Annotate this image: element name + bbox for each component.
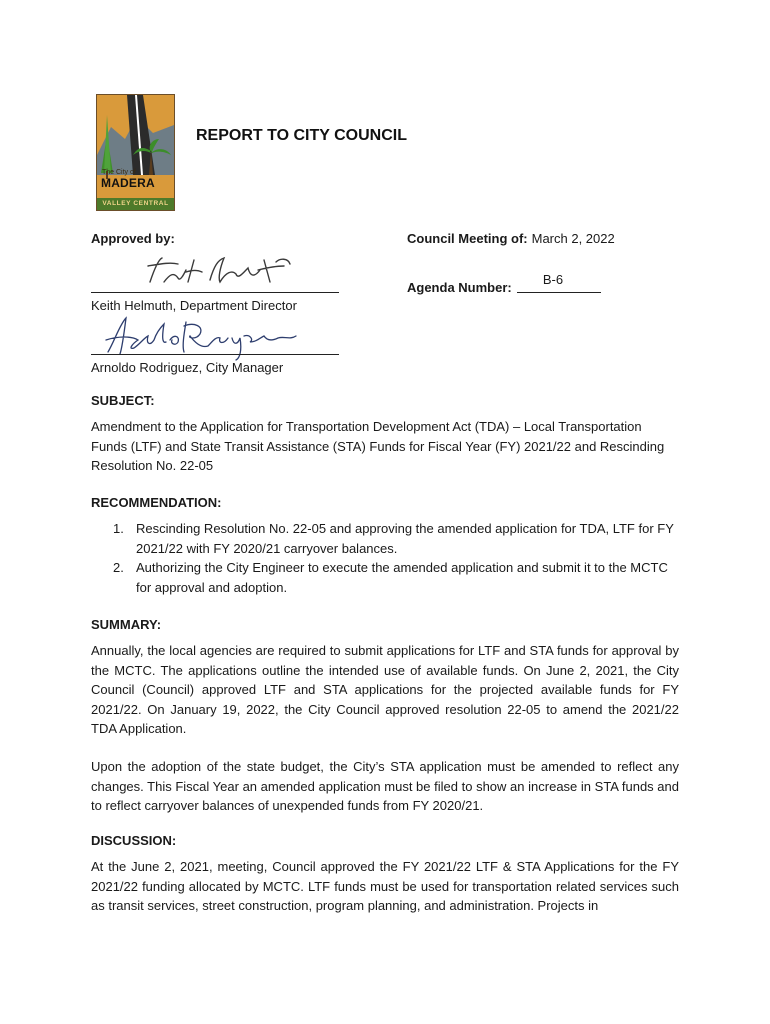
subject-heading: SUBJECT: [91, 393, 155, 408]
council-meeting [407, 231, 615, 246]
discussion-heading: DISCUSSION: [91, 833, 177, 848]
logo-madera-text: MADERA [101, 176, 155, 190]
list-item [91, 519, 681, 558]
list-item-number: 1. [113, 521, 124, 536]
summary-paragraph-1: Annually, the local agencies are required to submit applications for LTF and STA funds for approval by the MCTC. The applications outline the intended use of available funds. On June 2, 2021, the City Council (Council) approved LTF and STA applications for the projected available funds for FY 2021/22. On January 19, 2022, the City Council approved resolution 22-05 to amend the 2021/22 TDA Application. [91, 643, 679, 736]
summary-paragraph-2: Upon the adoption of the state budget, the City’s STA application must be amended to reflect any changes. This Fiscal Year an amended application must be filed to show an increase in STA funds and to reflect carryover balances of unexpended funds from FY 2020/21. [91, 759, 679, 813]
approved-by-label: Approved by: [91, 231, 175, 246]
agenda-number-value: B-6 [542, 272, 564, 287]
director-name: Keith Helmuth, Department Director [91, 298, 297, 313]
director-signature-icon [140, 252, 310, 292]
list-item-number: 2. [113, 560, 124, 575]
council-meeting-date: March 2, 2022 [531, 231, 615, 246]
subject-text: Amendment to the Application for Transportation Development Act (TDA) – Local Transportation Funds (LTF) and State Transit Assistance (STA) Funds for Fiscal Year (FY) 2021/22 and Rescinding Resolution No. 22-05 [91, 419, 665, 473]
summary-heading: SUMMARY: [91, 617, 162, 632]
list-item-text: Authorizing the City Engineer to execute the amended application and submit it to the MCTC for approval and adoption. [136, 560, 668, 595]
logo-city-line: The City of [102, 169, 136, 176]
city-of-madera-logo [96, 94, 175, 211]
list-item [91, 558, 681, 597]
agenda-number-label: Agenda Number: [407, 280, 512, 295]
discussion-paragraph-1: At the June 2, 2021, meeting, Council approved the FY 2021/22 LTF & STA Applications for the FY 2021/22 funding allocated by MCTC. LTF funds must be used for transportation related services such as transit services, street construction, program planning, and administration. Projects in [91, 859, 679, 913]
page-title: REPORT TO CITY COUNCIL [196, 127, 407, 144]
logo-artwork-icon [97, 95, 174, 210]
manager-signature-icon [104, 314, 304, 364]
list-item-text: Rescinding Resolution No. 22-05 and approving the amended application for TDA, LTF for FY 2021/22 with FY 2020/21 carryover balances. [136, 521, 674, 556]
recommendation-list [91, 519, 681, 597]
recommendation-heading: RECOMMENDATION: [91, 495, 222, 510]
director-signature-line [91, 292, 339, 293]
logo-valley-banner: VALLEY CENTRAL [97, 198, 174, 210]
council-meeting-label: Council Meeting of: [407, 231, 528, 246]
agenda-number-line [517, 292, 601, 293]
manager-signature-line [91, 354, 339, 355]
manager-name: Arnoldo Rodriguez, City Manager [91, 360, 284, 375]
